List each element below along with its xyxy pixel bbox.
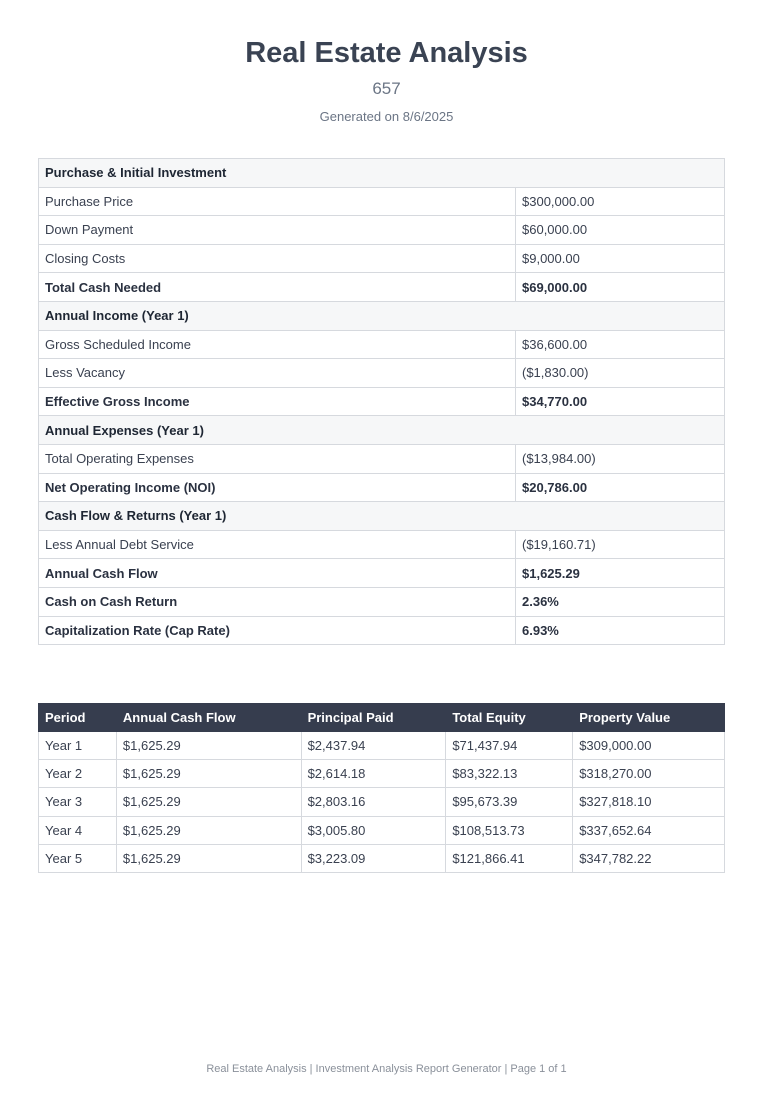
row-label: Cash on Cash Return — [39, 587, 516, 616]
table-cell: Year 3 — [39, 788, 117, 816]
table-cell: Year 4 — [39, 816, 117, 844]
table-cell: $3,005.80 — [301, 816, 446, 844]
table-cell: $2,614.18 — [301, 760, 446, 788]
table-cell: $121,866.41 — [446, 844, 573, 872]
table-row — [39, 273, 725, 302]
table-row — [39, 530, 725, 559]
table-cell: Year 5 — [39, 844, 117, 872]
row-label: Total Operating Expenses — [39, 444, 516, 473]
table-cell: $337,652.64 — [573, 816, 725, 844]
table-row — [39, 732, 725, 760]
row-label: Annual Cash Flow — [39, 559, 516, 588]
table-row — [39, 444, 725, 473]
row-label: Total Cash Needed — [39, 273, 516, 302]
table-row — [39, 216, 725, 245]
table-cell: $1,625.29 — [116, 844, 301, 872]
row-label: Closing Costs — [39, 244, 516, 273]
table-cell: $1,625.29 — [116, 816, 301, 844]
section-header-row — [39, 159, 725, 188]
row-value: $1,625.29 — [516, 559, 725, 588]
table-cell: $1,625.29 — [116, 732, 301, 760]
row-value: ($19,160.71) — [516, 530, 725, 559]
row-label: Down Payment — [39, 216, 516, 245]
table-header-row — [39, 704, 725, 732]
section-title: Purchase & Initial Investment — [39, 159, 725, 188]
row-value: ($1,830.00) — [516, 359, 725, 388]
table-cell: Year 2 — [39, 760, 117, 788]
row-value: $69,000.00 — [516, 273, 725, 302]
row-label: Net Operating Income (NOI) — [39, 473, 516, 502]
table-cell: $95,673.39 — [446, 788, 573, 816]
five-year-projection-table — [38, 703, 725, 873]
table-row — [39, 587, 725, 616]
report-subtitle: 657 — [372, 79, 401, 98]
row-value: 2.36% — [516, 587, 725, 616]
row-label: Capitalization Rate (Cap Rate) — [39, 616, 516, 645]
row-value: $9,000.00 — [516, 244, 725, 273]
table-row — [39, 387, 725, 416]
row-label: Less Annual Debt Service — [39, 530, 516, 559]
table-row — [39, 559, 725, 588]
table-cell: $1,625.29 — [116, 788, 301, 816]
section-title: Cash Flow & Returns (Year 1) — [39, 502, 725, 531]
column-header: Period — [39, 704, 117, 732]
section-title: Annual Expenses (Year 1) — [39, 416, 725, 445]
page-title: Real Estate Analysis — [245, 37, 528, 69]
row-value: ($13,984.00) — [516, 444, 725, 473]
table-cell: $83,322.13 — [446, 760, 573, 788]
row-label: Purchase Price — [39, 187, 516, 216]
row-label: Gross Scheduled Income — [39, 330, 516, 359]
table-row — [39, 359, 725, 388]
section-title: Annual Income (Year 1) — [39, 301, 725, 330]
table-row — [39, 473, 725, 502]
column-header: Total Equity — [446, 704, 573, 732]
table-cell: $309,000.00 — [573, 732, 725, 760]
table-cell: Year 1 — [39, 732, 117, 760]
row-value: 6.93% — [516, 616, 725, 645]
table-row — [39, 816, 725, 844]
table-cell: $3,223.09 — [301, 844, 446, 872]
table-row — [39, 187, 725, 216]
column-header: Property Value — [573, 704, 725, 732]
table-cell: $71,437.94 — [446, 732, 573, 760]
analysis-summary-table — [38, 158, 725, 645]
row-value: $36,600.00 — [516, 330, 725, 359]
column-header: Principal Paid — [301, 704, 446, 732]
table-cell: $318,270.00 — [573, 760, 725, 788]
column-header: Annual Cash Flow — [116, 704, 301, 732]
row-label: Less Vacancy — [39, 359, 516, 388]
row-value: $60,000.00 — [516, 216, 725, 245]
table-cell: $327,818.10 — [573, 788, 725, 816]
generated-date: Generated on 8/6/2025 — [319, 109, 454, 124]
table-row — [39, 244, 725, 273]
table-cell: $2,803.16 — [301, 788, 446, 816]
table-cell: $2,437.94 — [301, 732, 446, 760]
table-row — [39, 788, 725, 816]
row-value: $20,786.00 — [516, 473, 725, 502]
row-value: $34,770.00 — [516, 387, 725, 416]
table-cell: $1,625.29 — [116, 760, 301, 788]
row-value: $300,000.00 — [516, 187, 725, 216]
table-cell: $347,782.22 — [573, 844, 725, 872]
table-cell: $108,513.73 — [446, 816, 573, 844]
section-header-row — [39, 416, 725, 445]
section-header-row — [39, 502, 725, 531]
page-footer: Real Estate Analysis | Investment Analysis Report Generator | Page 1 of 1 — [206, 1063, 567, 1075]
section-header-row — [39, 301, 725, 330]
table-row — [39, 616, 725, 645]
table-row — [39, 330, 725, 359]
table-row — [39, 844, 725, 872]
row-label: Effective Gross Income — [39, 387, 516, 416]
table-row — [39, 760, 725, 788]
